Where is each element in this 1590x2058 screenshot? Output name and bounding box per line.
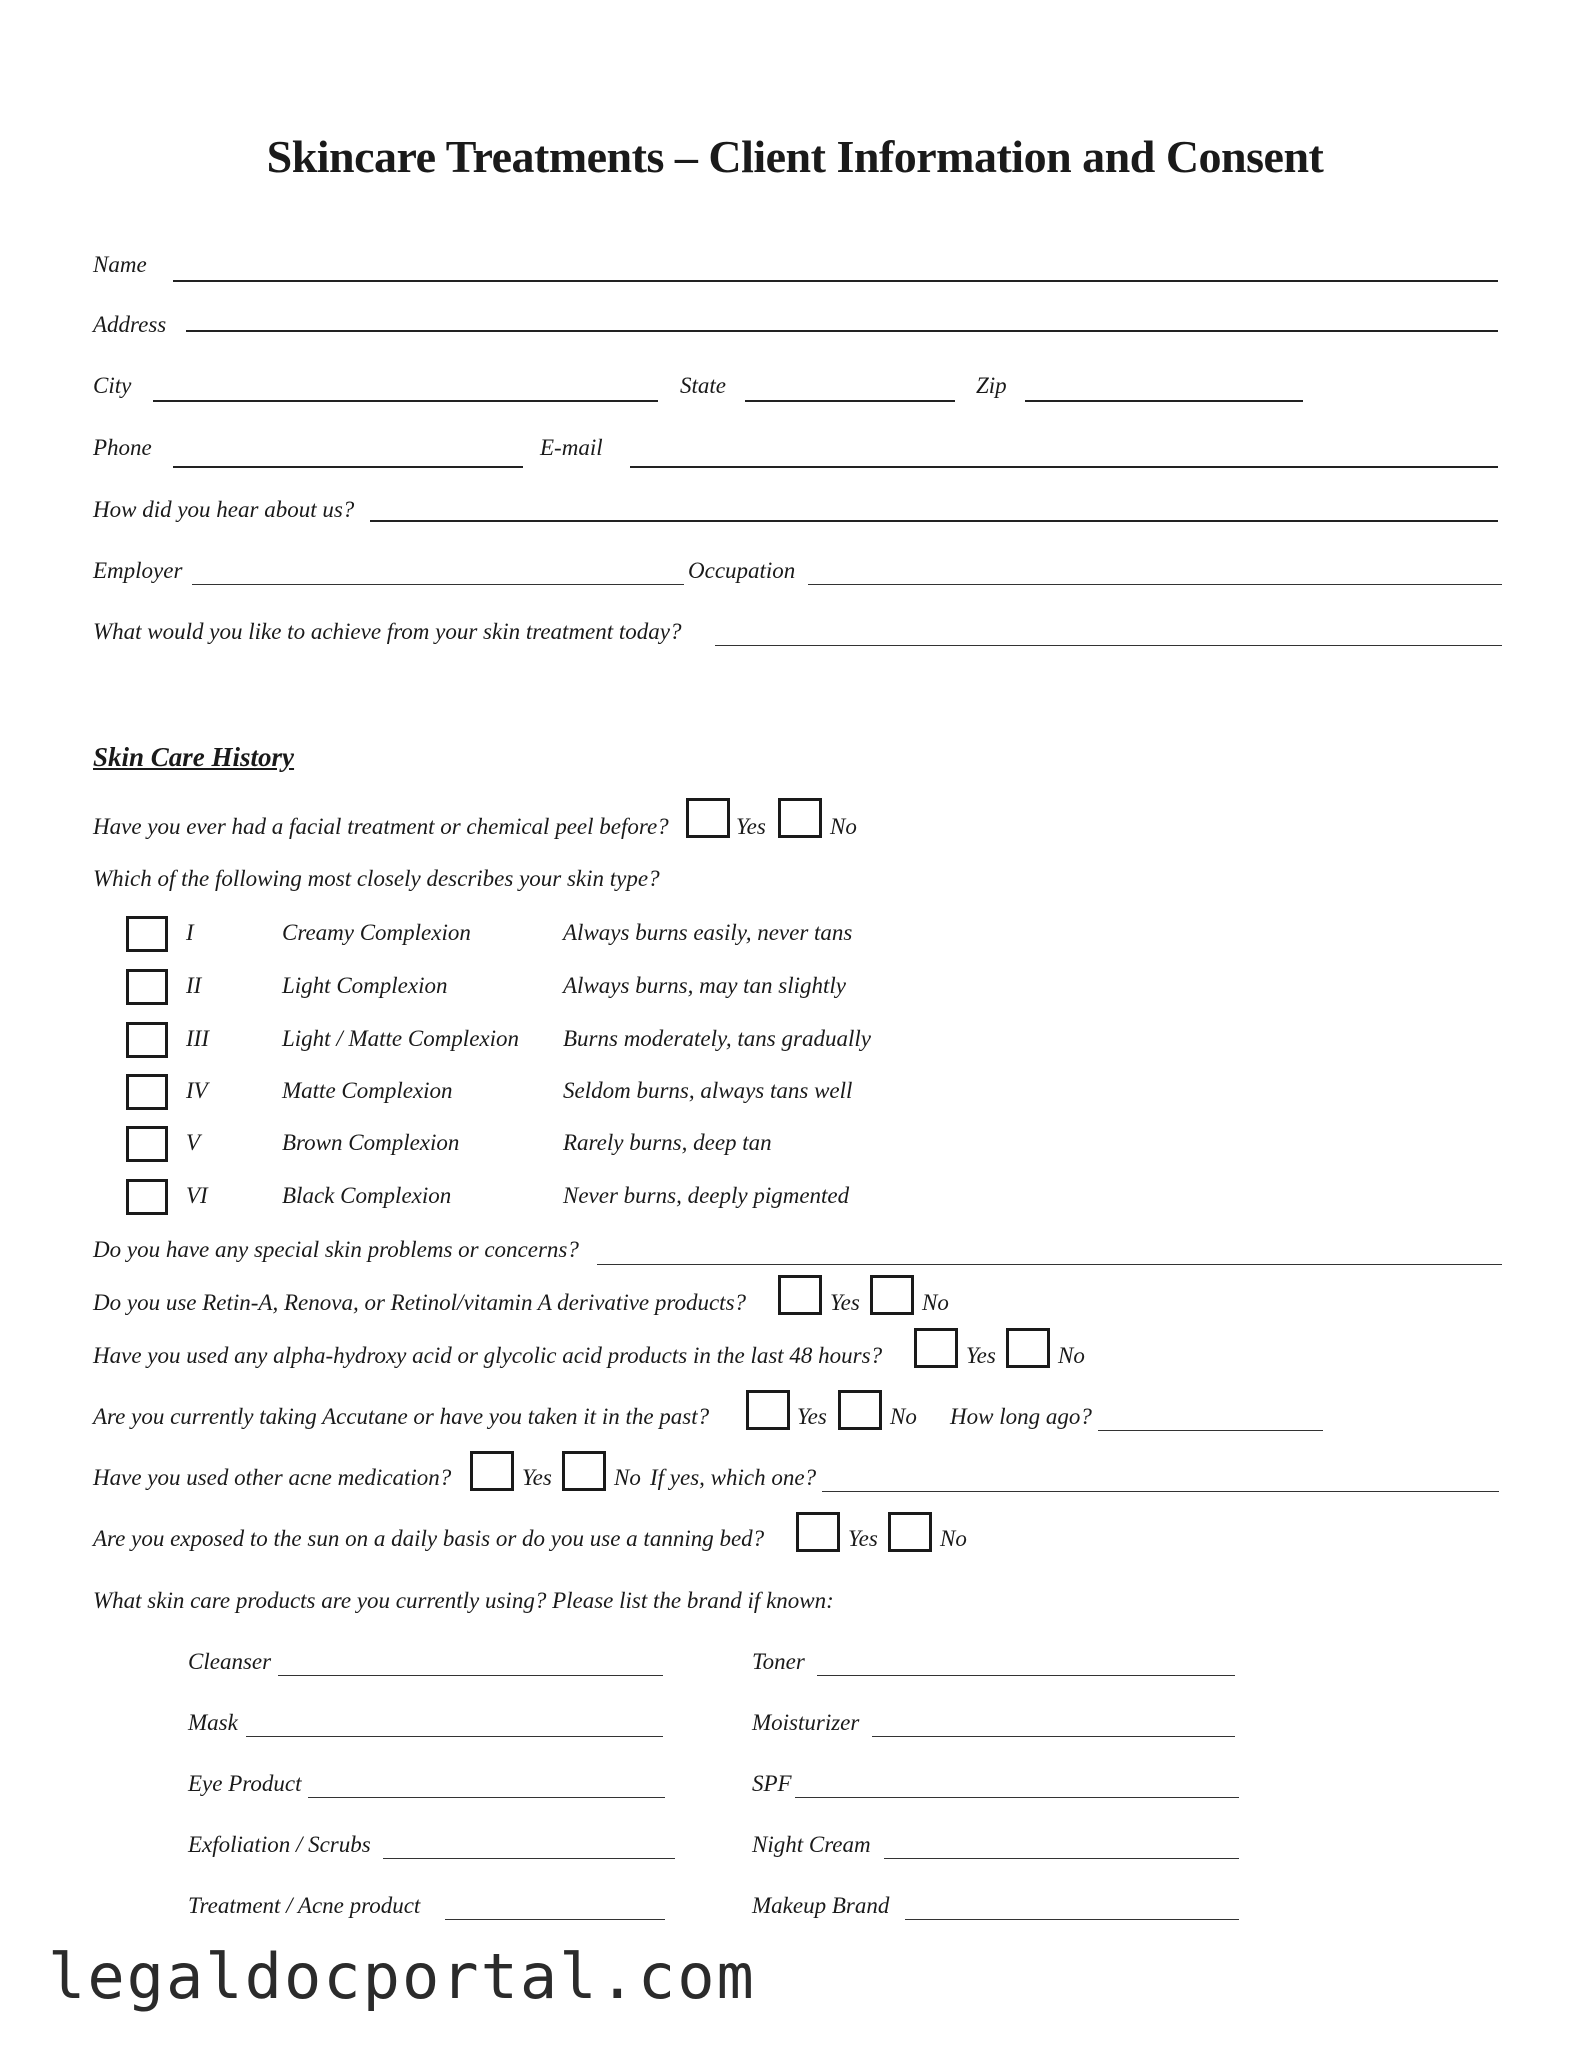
name-field[interactable] bbox=[173, 280, 1498, 282]
zip-label: Zip bbox=[976, 373, 1007, 398]
retin-question: Do you use Retin-A, Renova, or Retinol/vitamin A derivative products? bbox=[93, 1290, 747, 1315]
mask-label: Mask bbox=[188, 1710, 238, 1735]
accutane-yes-checkbox[interactable] bbox=[746, 1390, 790, 1430]
skin-type-description: Burns moderately, tans gradually bbox=[563, 1026, 871, 1051]
skin-type-numeral: II bbox=[186, 973, 202, 998]
skin-type-iv-checkbox[interactable] bbox=[126, 1074, 168, 1110]
skin-type-description: Always burns easily, never tans bbox=[563, 920, 853, 945]
skin-type-complexion: Brown Complexion bbox=[282, 1130, 460, 1155]
eye-product-label: Eye Product bbox=[188, 1771, 302, 1796]
yes-label: Yes bbox=[830, 1290, 860, 1315]
toner-label: Toner bbox=[752, 1649, 805, 1674]
employer-label: Employer bbox=[93, 558, 183, 583]
skin-type-i-checkbox[interactable] bbox=[126, 916, 168, 952]
retin-no-checkbox[interactable] bbox=[870, 1275, 914, 1315]
skin-type-numeral: V bbox=[186, 1130, 201, 1155]
zip-field[interactable] bbox=[1025, 400, 1303, 402]
cleanser-label: Cleanser bbox=[188, 1649, 272, 1674]
problems-question: Do you have any special skin problems or concerns? bbox=[93, 1237, 579, 1262]
spf-field[interactable] bbox=[795, 1797, 1239, 1798]
city-label: City bbox=[93, 373, 132, 398]
makeup-label: Makeup Brand bbox=[752, 1893, 890, 1918]
aha-question: Have you used any alpha-hydroxy acid or glycolic acid products in the last 48 hours? bbox=[93, 1343, 883, 1368]
eye-product-field[interactable] bbox=[308, 1797, 665, 1798]
products-question: What skin care products are you currently using? Please list the brand if known: bbox=[93, 1588, 834, 1613]
yes-label: Yes bbox=[966, 1343, 996, 1368]
skin-type-iii-checkbox[interactable] bbox=[126, 1022, 168, 1058]
no-label: No bbox=[922, 1290, 949, 1315]
skin-type-complexion: Light Complexion bbox=[282, 973, 448, 998]
if-yes-label: If yes, which one? bbox=[650, 1465, 817, 1490]
how-long-field[interactable] bbox=[1098, 1430, 1323, 1431]
facial-yes-checkbox[interactable] bbox=[686, 798, 730, 838]
accutane-no-checkbox[interactable] bbox=[838, 1390, 882, 1430]
email-label: E-mail bbox=[540, 435, 603, 460]
skin-type-question: Which of the following most closely describes your skin type? bbox=[93, 866, 660, 891]
no-label: No bbox=[890, 1404, 917, 1429]
skin-type-ii-checkbox[interactable] bbox=[126, 969, 168, 1005]
treatment-field[interactable] bbox=[445, 1919, 665, 1920]
address-field[interactable] bbox=[186, 330, 1498, 332]
spf-label: SPF bbox=[752, 1771, 792, 1796]
how-long-label: How long ago? bbox=[950, 1404, 1092, 1429]
cleanser-field[interactable] bbox=[278, 1675, 663, 1676]
skin-type-description: Seldom burns, always tans well bbox=[563, 1078, 853, 1103]
phone-label: Phone bbox=[93, 435, 152, 460]
watermark: legaldocportal.com bbox=[48, 1940, 756, 2013]
skin-type-numeral: III bbox=[186, 1026, 209, 1051]
address-label: Address bbox=[93, 312, 167, 337]
employer-field[interactable] bbox=[192, 584, 684, 585]
goal-field[interactable] bbox=[715, 645, 1502, 646]
acne-yes-checkbox[interactable] bbox=[470, 1451, 514, 1491]
skin-type-description: Rarely burns, deep tan bbox=[563, 1130, 772, 1155]
page-title: Skincare Treatments – Client Information and Consent bbox=[266, 131, 1324, 182]
yes-label: Yes bbox=[848, 1526, 878, 1551]
yes-label: Yes bbox=[797, 1404, 827, 1429]
skin-type-vi-checkbox[interactable] bbox=[126, 1179, 168, 1215]
treatment-label: Treatment / Acne product bbox=[188, 1893, 421, 1918]
aha-no-checkbox[interactable] bbox=[1006, 1328, 1050, 1368]
skin-type-complexion: Light / Matte Complexion bbox=[282, 1026, 520, 1051]
referral-label: How did you hear about us? bbox=[93, 497, 355, 522]
skin-type-v-checkbox[interactable] bbox=[126, 1126, 168, 1162]
skin-type-complexion: Creamy Complexion bbox=[282, 920, 471, 945]
skin-type-numeral: VI bbox=[186, 1183, 208, 1208]
state-field[interactable] bbox=[745, 400, 955, 402]
makeup-field[interactable] bbox=[905, 1919, 1239, 1920]
facial-no-checkbox[interactable] bbox=[778, 798, 822, 838]
exfoliation-label: Exfoliation / Scrubs bbox=[188, 1832, 371, 1857]
state-label: State bbox=[680, 373, 726, 398]
aha-yes-checkbox[interactable] bbox=[914, 1328, 958, 1368]
sun-yes-checkbox[interactable] bbox=[796, 1512, 840, 1552]
toner-field[interactable] bbox=[817, 1675, 1235, 1676]
goal-label: What would you like to achieve from your skin treatment today? bbox=[93, 619, 682, 644]
night-cream-field[interactable] bbox=[884, 1858, 1239, 1859]
sun-no-checkbox[interactable] bbox=[888, 1512, 932, 1552]
facial-question: Have you ever had a facial treatment or chemical peel before? bbox=[93, 814, 669, 839]
night-cream-label: Night Cream bbox=[752, 1832, 871, 1857]
yes-label: Yes bbox=[522, 1465, 552, 1490]
no-label: No bbox=[940, 1526, 967, 1551]
no-label: No bbox=[1058, 1343, 1085, 1368]
moisturizer-label: Moisturizer bbox=[752, 1710, 860, 1735]
acne-question: Have you used other acne medication? bbox=[93, 1465, 452, 1490]
skin-type-numeral: IV bbox=[186, 1078, 208, 1103]
skin-type-numeral: I bbox=[186, 920, 194, 945]
yes-label: Yes bbox=[736, 814, 766, 839]
accutane-question: Are you currently taking Accutane or have you taken it in the past? bbox=[93, 1404, 710, 1429]
sun-question: Are you exposed to the sun on a daily basis or do you use a tanning bed? bbox=[93, 1526, 765, 1551]
acne-no-checkbox[interactable] bbox=[562, 1451, 606, 1491]
occupation-label: Occupation bbox=[688, 558, 796, 583]
no-label: No bbox=[830, 814, 857, 839]
skin-type-description: Always burns, may tan slightly bbox=[563, 973, 847, 998]
name-label: Name bbox=[93, 252, 147, 277]
skin-type-complexion: Matte Complexion bbox=[282, 1078, 453, 1103]
mask-field[interactable] bbox=[246, 1736, 663, 1737]
exfoliation-field[interactable] bbox=[383, 1858, 675, 1859]
problems-field[interactable] bbox=[597, 1264, 1502, 1265]
occupation-field[interactable] bbox=[808, 584, 1502, 585]
city-field[interactable] bbox=[153, 400, 658, 402]
section-heading-skin-care-history: Skin Care History bbox=[93, 742, 295, 772]
no-label: No bbox=[614, 1465, 641, 1490]
retin-yes-checkbox[interactable] bbox=[778, 1275, 822, 1315]
phone-field[interactable] bbox=[173, 466, 523, 468]
skin-type-description: Never burns, deeply pigmented bbox=[563, 1183, 850, 1208]
referral-field[interactable] bbox=[370, 520, 1498, 522]
email-field[interactable] bbox=[630, 466, 1498, 468]
skin-type-complexion: Black Complexion bbox=[282, 1183, 452, 1208]
moisturizer-field[interactable] bbox=[872, 1736, 1235, 1737]
acne-which-field[interactable] bbox=[822, 1491, 1499, 1492]
